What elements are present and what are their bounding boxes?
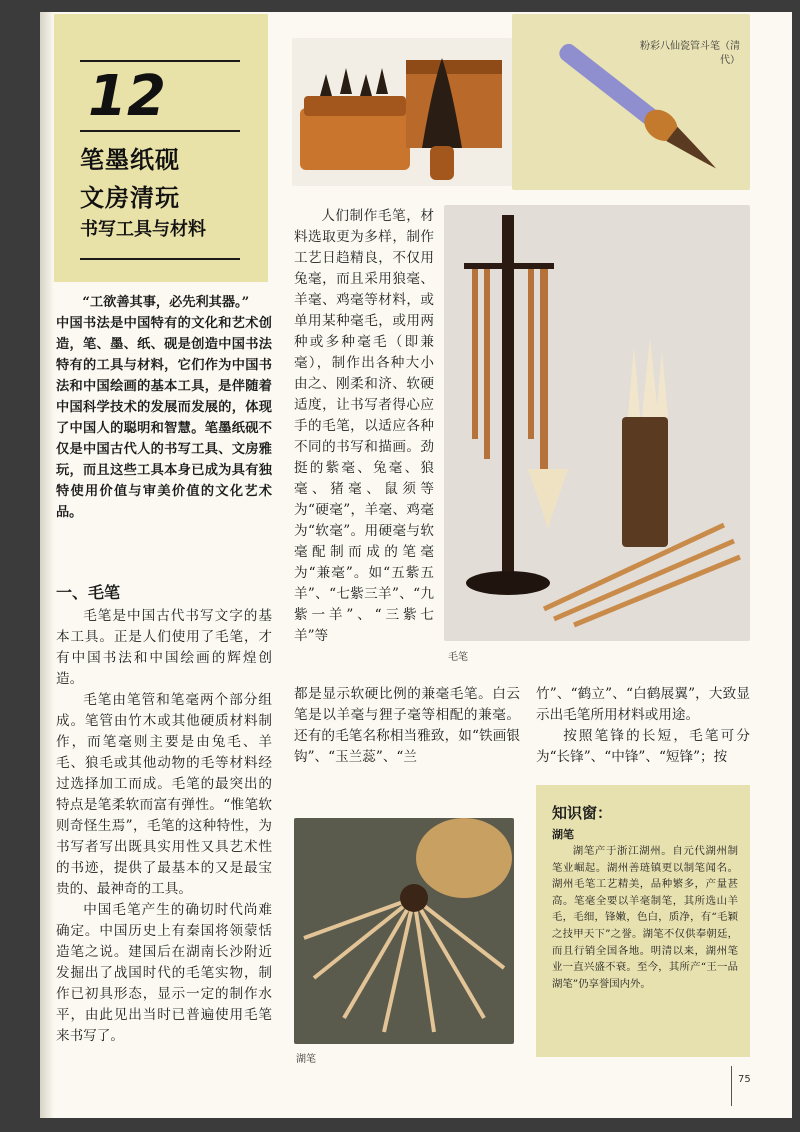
photo-brush-rack (444, 205, 750, 641)
chapter-subtitle: 书写工具与材料 (80, 219, 206, 240)
right-line: 竹”、“鹤立”、“白鹤展翼”，大致显示出毛笔所用材料或用途。 (536, 686, 750, 723)
page-number: 75 (738, 1074, 751, 1085)
right-paragraph-2: 按照笔锋的长短，毛笔可分为“长锋”、“中锋”、“短锋”；按 (536, 728, 750, 765)
page-gutter (40, 12, 54, 1118)
left-paragraph-1: 毛笔是中国古代书写文字的基本工具。正是人们使用了毛笔，才有中国书法和中国绘画的辉煌创造。 (56, 608, 272, 687)
intro-body: 中国书法是中国特有的文化和艺术创造，笔、墨、纸、砚是创造中国书法特有的工具与材料，它们作为中国书法和中国绘画的基本工具，是伴随着中国科学技术的发展而发展的，体现了中国人的聪明和智慧。笔墨纸砚不仅是中国古代人的书写工具、文房雅玩，而且这些工具本身已成为具有独特使用价值与审美价值的文化艺术品。 (56, 316, 272, 520)
title-rule-top (80, 60, 240, 62)
intro-quote: “工欲善其事，必先利其器。” (82, 295, 250, 310)
section-heading: 一、毛笔 (56, 583, 121, 602)
knowledge-body: 湖笔产于浙江湖州。自元代湖州制笔业崛起。湖州善琏镇更以制笔闻名。湖州毛笔工艺精美，品种繁多，产量甚高。笔毫全要以羊毫制笔，其所选山羊毛，毛细，锋嫩，色白，质净，有“毛颖之技甲天下”之誉。湖笔不仅供奉朝廷，而且行销全国各地。明清以来，湖州笔业一直兴盛不衰。至今，其所产“王一品湖笔”仍享誉国内外。 (552, 845, 738, 990)
page-number-rule (731, 1066, 732, 1106)
intro-text (56, 292, 272, 523)
left-paragraph-3: 中国毛笔产生的确切时代尚难确定。中国历史上有秦国将领蒙恬造笔之说。建国后在湖南长沙附近发掘出了战国时代的毛笔实物，制作已初具形态，显示一定的制作水平，由此见出当时已普遍使用毛笔来书写了。 (56, 902, 272, 1044)
chapter-title-line2: 文房清玩 (80, 184, 180, 212)
photo-lacquer-brushes (292, 38, 512, 186)
left-paragraph-2: 毛笔由笔管和笔毫两个部分组成。笔管由竹木或其他硬质材料制作，而笔毫则主要是由兔毛、羊毛、狼毛或其他动物的毛等材料经过选择加工而成。毛笔的最突出的特点是笔柔软而富有弹性。“惟笔软则奇怪生焉”，毛笔的这种特性，为书写者写出既具实用性又具艺术性的书迹，提供了最基本的又是最宝贵的、最神奇的工具。 (56, 692, 272, 897)
caption-maobi: 毛笔 (448, 652, 468, 663)
title-rule-bottom (80, 258, 240, 260)
chapter-number: 12 (88, 64, 166, 129)
title-rule-mid (80, 130, 240, 132)
left-column (56, 606, 272, 1047)
knowledge-title: 知识窗： (552, 804, 613, 822)
right-column (536, 684, 750, 768)
caption-enamel: 粉彩八仙瓷管斗笔（清代） (640, 41, 740, 66)
wide-line: 都是显示软硬比例的兼毫毛笔。白云笔是以羊毫与狸子毫等相配的兼毫。还有的毛笔名称相当雅致，如“铁画银钩”、“玉兰蕊”、“兰 (294, 686, 520, 765)
photo-hubi (294, 818, 514, 1044)
knowledge-subtitle: 湖笔 (552, 828, 574, 841)
chapter-title-line1: 笔墨纸砚 (80, 146, 180, 174)
middle-column: 人们制作毛笔，材料选取更为多样，制作工艺日趋精良，不仅用兔毫，而且采用狼毫、羊毫、鸡毫等材料，或单用某种毫毛，或用两种或多种毫毛（即兼毫），制作出各种大小由之、刚柔和济、软硬适度，让书写者得心应手的毛笔，以适应各种不同的书写和描画。劲挺的紫毫、兔毫、狼毫、猪毫、鼠须等为“硬毫”，羊毫、鸡毫为“软毫”。用硬毫与软毫配制而成的笔毫为“兼毫”。如“五紫五羊”、“七紫三羊”、“九紫一羊”、“三紫七羊”等 (294, 208, 434, 644)
caption-hubi: 湖笔 (296, 1054, 316, 1065)
